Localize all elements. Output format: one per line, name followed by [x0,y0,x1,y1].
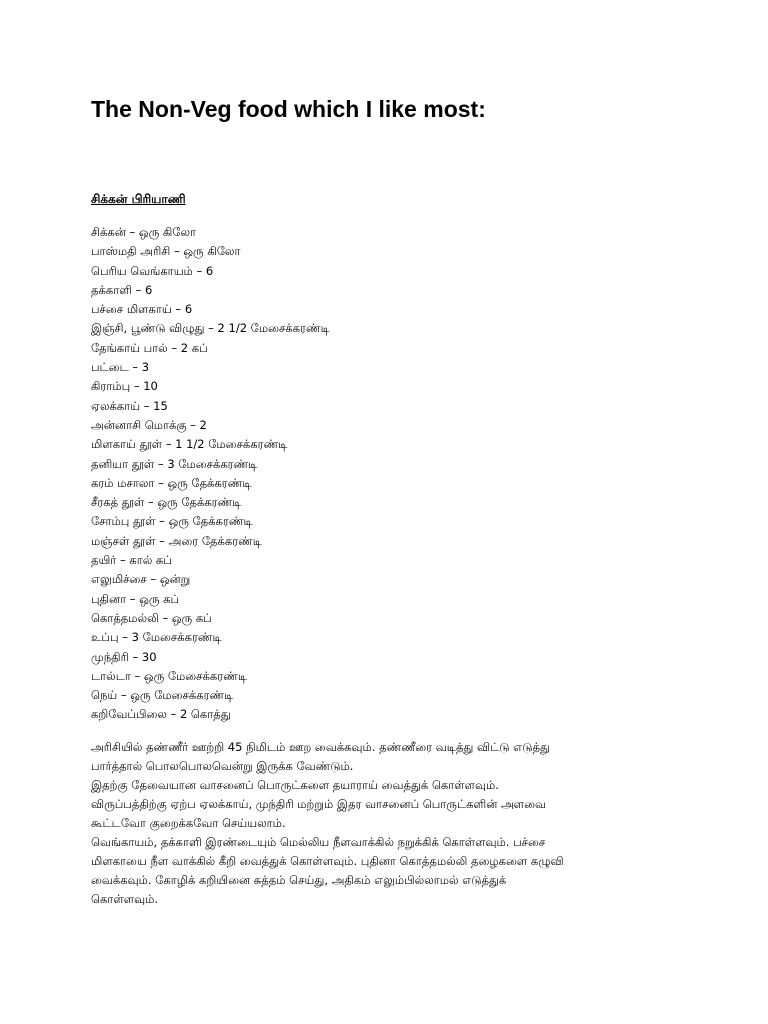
instruction-line: மிளகாயை நீள வாக்கில் கீறி வைத்துக் கொள்ளவும். புதினா கொத்தமல்லி தழைகளை கழுவி [91,854,564,868]
ingredient-item: முந்திரி – 30 [91,649,157,664]
ingredient-item: தயிர் – கால் கப் [91,553,172,568]
ingredient-item: தக்காளி – 6 [91,282,153,297]
instruction-line: விருப்பத்திற்கு ஏற்ப ஏலக்காய், முந்திரி மற்றும் இதர வாசனைப் பொருட்களின் அளவை [91,797,547,811]
instruction-line: அரிசியில் தண்ணீர் ஊற்றி 45 நிமிடம் ஊற வைக்கவும். தண்ணீரை வடித்து விட்டு எடுத்து [91,740,550,754]
instruction-line: கொள்ளவும். [91,892,158,906]
recipe-name: சிக்கன் பிரியாணி [91,192,186,206]
instructions-paragraph [91,738,731,909]
ingredient-item: டால்டா – ஒரு மேசைக்கரண்டி [91,668,247,683]
instruction-line: கூட்டவோ குறைக்கவோ செய்யலாம். [91,816,286,830]
ingredient-item: சீரகத் தூள் – ஒரு தேக்கரண்டி [91,495,242,510]
ingredient-item: உப்பு – 3 மேசைக்கரண்டி [91,630,222,645]
ingredient-item: பச்சை மிளகாய் – 6 [91,302,193,317]
ingredients-list [91,223,330,725]
ingredient-item: கரம் மசாலா – ஒரு தேக்கரண்டி [91,475,252,490]
ingredient-item: ஏலக்காய் – 15 [91,398,168,413]
ingredient-item: தனியா தூள் – 3 மேசைக்கரண்டி [91,456,258,471]
ingredient-item: புதினா – ஒரு கப் [91,591,180,606]
ingredient-item: தேங்காய் பால் – 2 கப் [91,340,208,355]
ingredient-item: இஞ்சி, பூண்டு விழுது – 2 1/2 மேசைக்கரண்டி [91,321,330,336]
ingredient-item: பெரிய வெங்காயம் – 6 [91,263,214,278]
ingredient-item: நெய் – ஒரு மேசைக்கரண்டி [91,688,234,703]
ingredient-item: பாஸ்மதி அரிசி – ஒரு கிலோ [91,244,241,259]
instruction-line: வைக்கவும். கோழிக் கறியினை சுத்தம் செய்து, அதிகம் எலும்பில்லாமல் எடுத்துக் [91,873,507,887]
ingredient-item: சோம்பு தூள் – ஒரு தேக்கரண்டி [91,514,253,529]
instruction-line: பார்த்தால் பொலபொலவென்று இருக்க வேண்டும். [91,759,354,773]
page-title: The Non-Veg food which I like most: [91,96,486,122]
ingredient-item: கொத்தமல்லி – ஒரு கப் [91,610,212,625]
ingredient-item: அன்னாசி மொக்கு – 2 [91,417,207,432]
ingredient-item: எலுமிச்சை – ஒன்று [91,572,191,587]
ingredient-item: மிளகாய் தூள் – 1 1/2 மேசைக்கரண்டி [91,437,288,452]
ingredient-item: கிராம்பு – 10 [91,379,158,394]
instruction-line: வெங்காயம், தக்காளி இரண்டையும் மெல்லிய நீளவாக்கில் நறுக்கிக் கொள்ளவும். பச்சை [91,835,546,849]
ingredient-item: மஞ்சள் தூள் – அரை தேக்கரண்டி [91,533,262,548]
ingredient-item: சிக்கன் – ஒரு கிலோ [91,225,197,239]
instruction-line: இதற்கு தேவையான வாசனைப் பொருட்களை தயாராய் வைத்துக் கொள்ளவும். [91,778,499,792]
ingredient-item: பட்டை – 3 [91,360,150,375]
ingredient-item: கறிவேப்பிலை – 2 கொத்து [91,707,231,722]
